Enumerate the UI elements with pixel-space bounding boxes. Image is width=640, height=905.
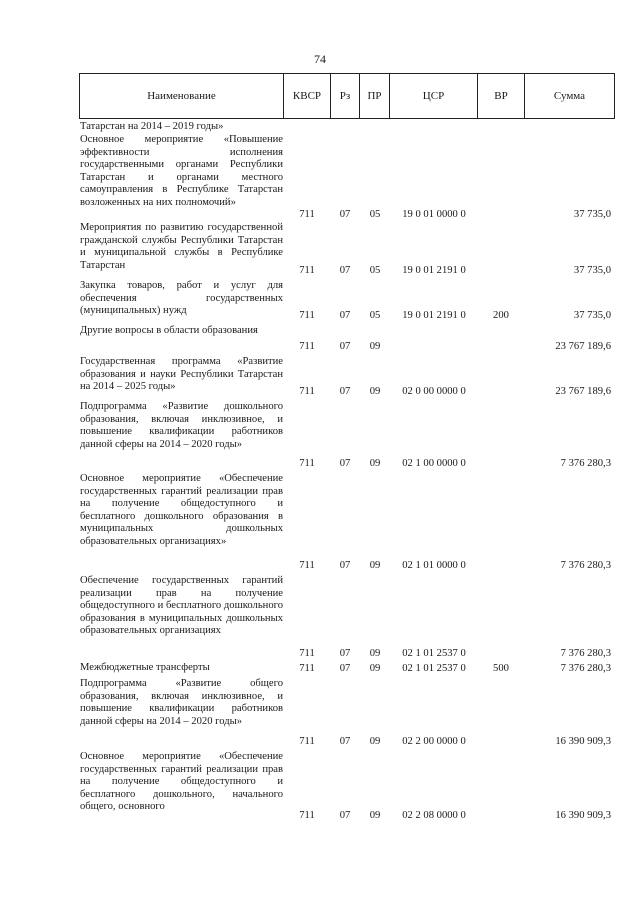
- row-csr: 02 1 00 0000 0: [402, 458, 466, 470]
- row-name: Основное мероприятие «Обеспечение государственных гарантий реализации прав на получение общедоступного и бесплатного дошкольного образования в муниципальных дошкольных образовательных организациях»: [80, 473, 283, 547]
- table-row: [0, 134, 640, 222]
- table-row: [0, 678, 640, 749]
- row-rz: 07: [339, 458, 351, 470]
- row-sum: 7 376 280,3: [560, 458, 611, 470]
- row-sum: 16 390 909,3: [555, 810, 611, 822]
- table-row: [0, 222, 640, 278]
- row-sum: 37 735,0: [573, 265, 611, 277]
- row-name: Закупка товаров, работ и услуг для обеспечения государственных (муниципальных) нужд: [80, 280, 283, 317]
- row-pr: 05: [369, 209, 381, 221]
- row-pr: 09: [369, 810, 381, 822]
- row-kvsr: 711: [299, 386, 315, 398]
- row-kvsr: 711: [299, 341, 315, 353]
- row-csr: 02 0 00 0000 0: [402, 386, 466, 398]
- table-row: [0, 575, 640, 661]
- table-row: [0, 751, 640, 823]
- row-pr: 05: [369, 310, 381, 322]
- table-row: [0, 325, 640, 354]
- row-sum: 7 376 280,3: [560, 648, 611, 660]
- row-rz: 07: [339, 663, 351, 675]
- header-pr: ПР: [360, 74, 390, 118]
- row-kvsr: 711: [299, 560, 315, 572]
- row-sum: 23 767 189,6: [555, 341, 611, 353]
- header-sum: Сумма: [553, 90, 586, 102]
- row-pr: 09: [369, 386, 381, 398]
- table-row: [0, 356, 640, 399]
- row-rz: 07: [339, 209, 351, 221]
- row-rz: 07: [339, 648, 351, 660]
- row-csr: 02 2 08 0000 0: [402, 810, 466, 822]
- row-name: Обеспечение государственных гарантий реализации прав на получение общедоступного и бесплатного дошкольного образования в муниципальных дошкольных образовательных организациях: [80, 575, 283, 637]
- row-sum: 23 767 189,6: [555, 386, 611, 398]
- row-kvsr: 711: [299, 265, 315, 277]
- row-pr: 05: [369, 265, 381, 277]
- row-csr: 02 1 01 2537 0: [402, 663, 466, 675]
- table-row: [0, 473, 640, 573]
- row-name: Другие вопросы в области образования: [80, 325, 258, 336]
- row-sum: 37 735,0: [573, 209, 611, 221]
- table-row: [0, 662, 640, 676]
- row-name: Подпрограмма «Развитие дошкольного образования, включая инклюзивное, и повышение квалификации работников данной сферы на 2014 – 2020 годы»: [80, 401, 283, 450]
- table-row: [0, 280, 640, 323]
- row-sum: 16 390 909,3: [555, 736, 611, 748]
- row-name: Государственная программа «Развитие образования и науки Республики Татарстан на 2014 – 2025 годы»: [80, 356, 283, 393]
- row-rz: 07: [339, 560, 351, 572]
- header-csr: ЦСР: [390, 74, 478, 118]
- row-kvsr: 711: [299, 810, 315, 822]
- row-vr: 500: [493, 663, 509, 675]
- row-csr: 02 2 00 0000 0: [402, 736, 466, 748]
- row-sum: 7 376 280,3: [560, 663, 611, 675]
- table-row: [0, 121, 640, 134]
- row-name: Межбюджетные трансферты: [80, 662, 210, 673]
- row-kvsr: 711: [299, 209, 315, 221]
- row-rz: 07: [339, 386, 351, 398]
- row-rz: 07: [339, 265, 351, 277]
- row-sum: 37 735,0: [573, 310, 611, 322]
- row-csr: 02 1 01 0000 0: [402, 560, 466, 572]
- row-rz: 07: [339, 310, 351, 322]
- table-header: [79, 73, 615, 119]
- row-pr: 09: [369, 341, 381, 353]
- row-csr: 02 1 01 2537 0: [402, 648, 466, 660]
- row-name: Татарстан на 2014 – 2019 годы»: [80, 121, 224, 132]
- row-sum: 7 376 280,3: [560, 560, 611, 572]
- row-name: Мероприятия по развитию государственной гражданской службы Республики Татарстан и муниципальной службы в Республике Татарстан: [80, 222, 283, 271]
- row-kvsr: 711: [299, 663, 315, 675]
- row-kvsr: 711: [299, 648, 315, 660]
- row-pr: 09: [369, 648, 381, 660]
- row-name: Подпрограмма «Развитие общего образования, включая инклюзивное, и повышение квалификации работников данной сферы на 2014 – 2020 годы»: [80, 678, 283, 727]
- row-pr: 09: [369, 736, 381, 748]
- table-row: [0, 401, 640, 471]
- row-rz: 07: [339, 341, 351, 353]
- page-number: 74: [314, 52, 326, 66]
- header-vr: ВР: [478, 74, 525, 118]
- row-kvsr: 711: [299, 310, 315, 322]
- row-name: Основное мероприятие «Обеспечение государственных гарантий реализации прав на получение общедоступного и бесплатного дошкольного, начального общего, основного: [80, 751, 283, 813]
- row-pr: 09: [369, 663, 381, 675]
- row-rz: 07: [339, 810, 351, 822]
- header-name: Наименование: [80, 74, 284, 118]
- row-kvsr: 711: [299, 736, 315, 748]
- row-csr: 19 0 01 0000 0: [402, 209, 466, 221]
- row-pr: 09: [369, 458, 381, 470]
- row-vr: 200: [493, 310, 509, 322]
- row-csr: 19 0 01 2191 0: [402, 310, 466, 322]
- row-kvsr: 711: [299, 458, 315, 470]
- header-kvsr: КВСР: [284, 74, 331, 118]
- row-csr: 19 0 01 2191 0: [402, 265, 466, 277]
- row-name: Основное мероприятие «Повышение эффективности исполнения государственными органами Республики Татарстан и органами местного самоуправления в Республике Татарстан возложенных на них полномочий»: [80, 134, 283, 208]
- row-pr: 09: [369, 560, 381, 572]
- row-rz: 07: [339, 736, 351, 748]
- header-rz: Рз: [331, 74, 360, 118]
